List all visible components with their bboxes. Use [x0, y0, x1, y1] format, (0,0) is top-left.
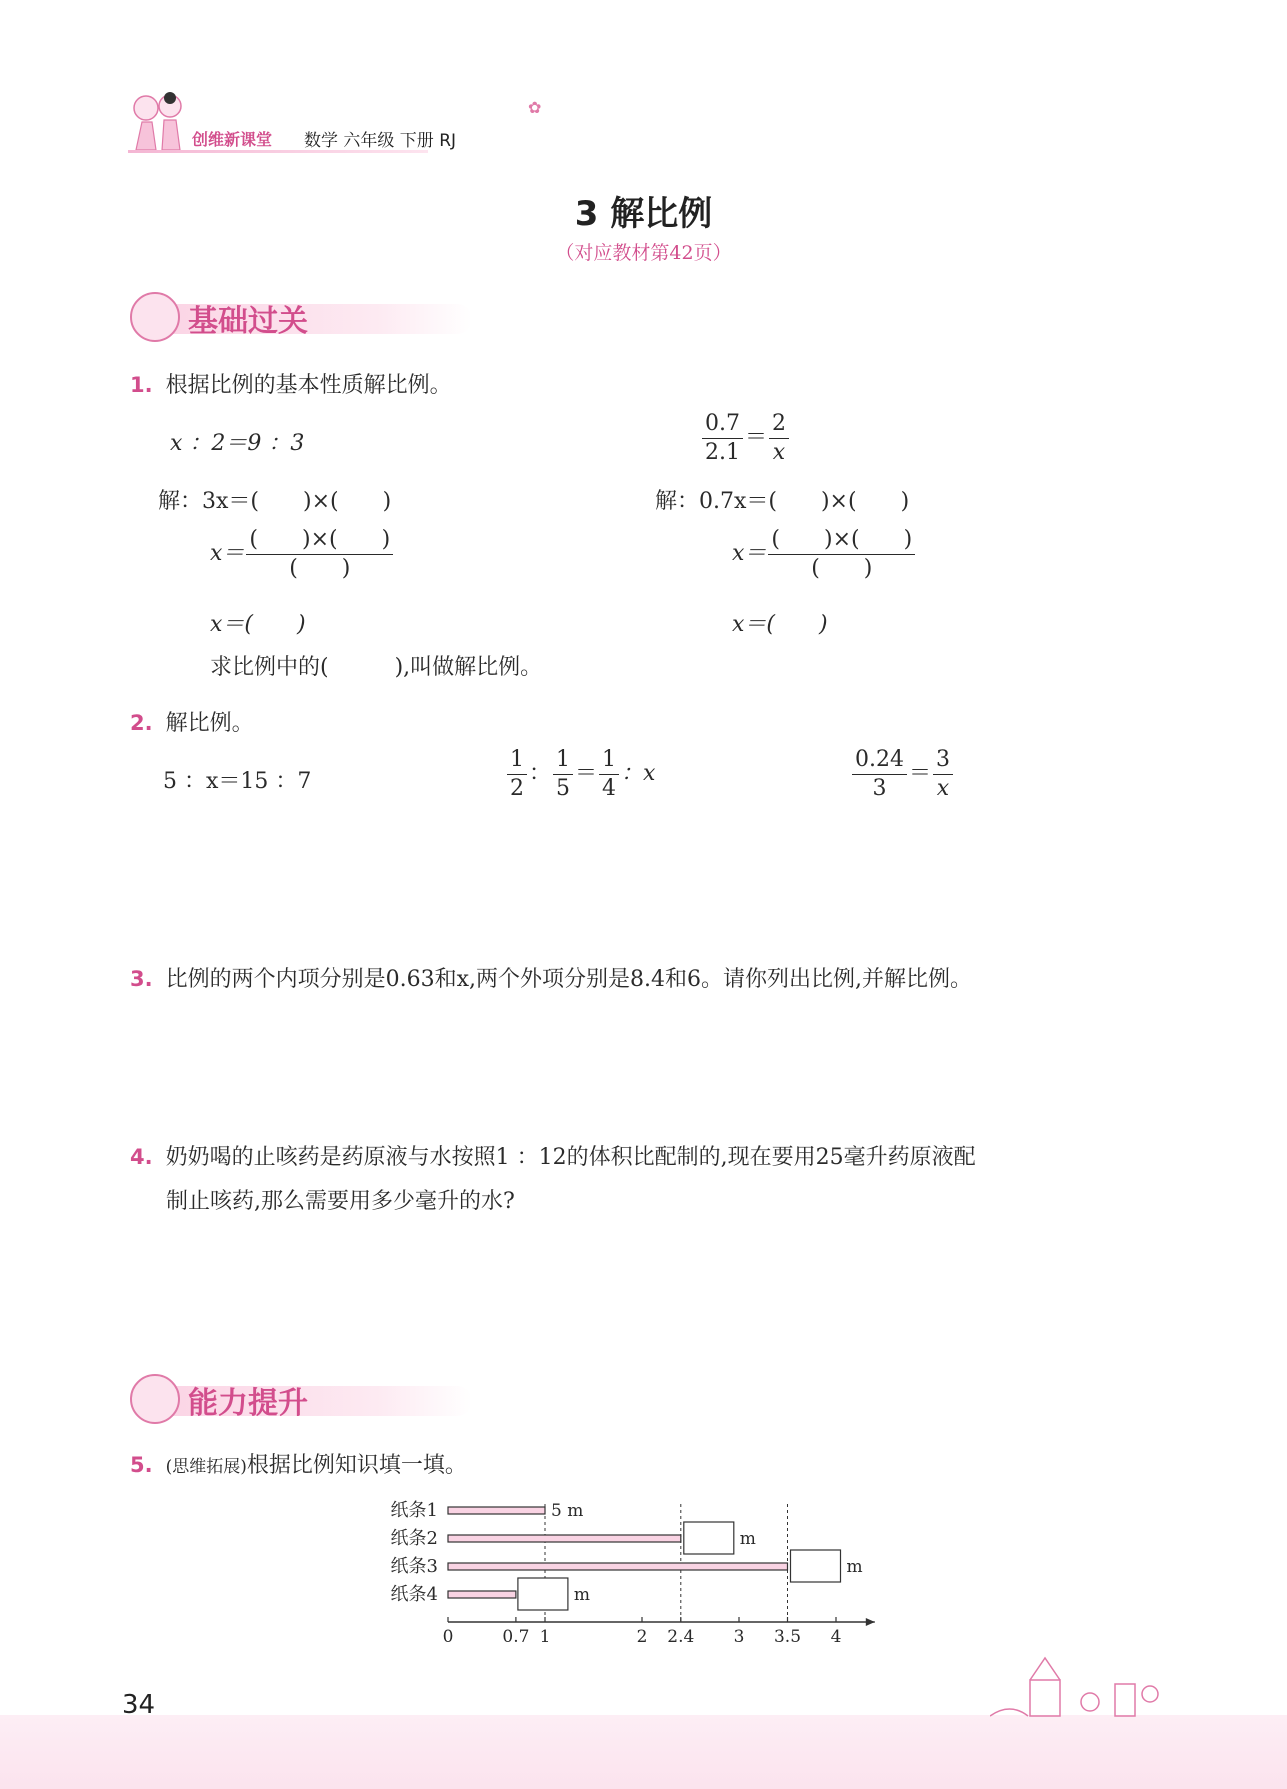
question-5 — [130, 1448, 467, 1479]
fraction-denominator: ( ) — [811, 555, 873, 581]
mascot-icon — [130, 1374, 180, 1424]
strip-unit-label: m — [739, 1529, 756, 1549]
answer-box — [791, 1550, 841, 1582]
fraction-numerator: 3 — [933, 746, 953, 775]
strip-bar — [448, 1563, 788, 1570]
q1-left-step1: 解：3x＝( )×( ) — [158, 489, 392, 514]
question-number: 3. — [130, 967, 153, 991]
question-number: 2. — [130, 711, 153, 735]
q1-left-equation: x ：2＝9 ：3 — [170, 431, 305, 456]
q1-summary: 求比例中的( ),叫做解比例。 — [210, 655, 543, 680]
q1-left-step3: x＝( ) — [210, 612, 306, 637]
mascot-icon — [130, 292, 180, 342]
strip-bar — [448, 1507, 545, 1514]
castle-decoration-icon — [990, 1650, 1160, 1724]
x-tick-label: 0 — [442, 1627, 454, 1647]
q1-left-step2: x＝ $\frac{( )\times( )}{( )}$ — [210, 526, 395, 582]
fraction-denominator: 5 — [556, 775, 571, 801]
fraction-denominator: x — [772, 439, 786, 465]
question-number: 5. — [130, 1453, 153, 1477]
fraction-denominator: 2.1 — [705, 439, 740, 465]
strip-length-label: 5 m — [551, 1501, 584, 1521]
question-number: 1. — [130, 373, 153, 397]
answer-box — [518, 1578, 568, 1610]
q1-right-step3: x＝( ) — [732, 612, 828, 637]
fraction-numerator: 2 — [769, 410, 789, 439]
page-title: 3 解比例 — [574, 194, 713, 234]
q2-part-c: $\frac{0.24}{3}$ ＝ $\frac{3}{x}$ — [850, 746, 955, 802]
x-tick-label: 3.5 — [773, 1627, 802, 1647]
subject-info: 数学 六年级 下册 RJ — [304, 131, 457, 151]
fraction-denominator: 2 — [510, 775, 524, 801]
question-tag: (思维拓展) — [165, 1457, 247, 1477]
fraction-numerator: 1 — [553, 746, 573, 775]
x-tick-label: 0.7 — [502, 1627, 530, 1647]
textbook-reference: （对应教材第42页） — [555, 242, 732, 264]
strip-label: 纸条3 — [390, 1556, 438, 1577]
q2-part-a: 5 ：x＝15 ：7 — [163, 769, 312, 794]
question-number: 4. — [130, 1145, 153, 1169]
fraction-numerator: ( )×( ) — [246, 526, 393, 555]
question-text: 解比例。 — [165, 711, 254, 736]
x-tick-label: 2 — [636, 1627, 648, 1647]
fraction-numerator: 1 — [599, 746, 619, 775]
fraction-denominator: ( ) — [289, 555, 351, 581]
q1-right-step2: x＝ $\frac{( )\times( )}{( )}$ — [732, 526, 917, 582]
question-text: 根据比例的基本性质解比例。 — [165, 373, 452, 398]
strip-unit-label: m — [846, 1557, 863, 1577]
header-mascot — [128, 88, 190, 156]
question-text-line1: 奶奶喝的止咳药是药原液与水按照1 ：12的体积比配制的,现在要用25毫升药原液配 — [165, 1145, 976, 1170]
x-tick-label: 3 — [733, 1627, 745, 1647]
x-tick-label: 1 — [539, 1627, 551, 1647]
q1-right-step1: 解：0.7x＝( )×( ) — [655, 489, 910, 514]
brand-name: 创维新课堂 — [192, 130, 273, 149]
strip-bar — [448, 1591, 516, 1598]
question-text: 比例的两个内项分别是0.63和x,两个外项分别是8.4和6。请你列出比例,并解比例。 — [165, 967, 972, 992]
ratio-tail: ：x — [621, 761, 656, 786]
question-2 — [130, 706, 254, 737]
fraction-numerator: ( )×( ) — [768, 526, 915, 555]
fraction-numerator: 1 — [507, 746, 527, 775]
x-tick-label: 4 — [830, 1627, 842, 1647]
fraction-numerator: 0.24 — [852, 746, 907, 775]
strip-label: 纸条1 — [390, 1500, 438, 1521]
question-4 — [130, 1140, 976, 1171]
section-basic-title: 基础过关 — [188, 304, 308, 339]
strip-unit-label: m — [573, 1585, 591, 1605]
answer-box — [684, 1522, 734, 1554]
q2-part-b: $\frac{1}{2}$ ： $\frac{1}{5}$ ＝ $\frac{1}{4}$ ：x — [505, 746, 655, 802]
question-4-line2: 制止咳药,那么需要用多少毫升的水? — [166, 1189, 515, 1214]
x-axis-arrow — [866, 1618, 875, 1626]
x-tick-label: 2.4 — [667, 1627, 695, 1647]
fraction-denominator: 4 — [602, 775, 617, 801]
question-1 — [130, 368, 452, 399]
footer-band — [0, 1715, 1287, 1789]
fraction-denominator: x — [936, 775, 950, 801]
q1-right-equation: $\frac{0.7}{2.1}$ ＝ $\frac{2}{x}$ — [700, 410, 791, 466]
strip-bar — [448, 1535, 681, 1542]
question-text: 根据比例知识填一填。 — [246, 1453, 467, 1478]
section-basic — [130, 292, 490, 342]
section-advanced-title: 能力提升 — [188, 1386, 308, 1421]
section-advanced — [130, 1374, 490, 1424]
fraction-numerator: 0.7 — [702, 410, 743, 439]
fraction-denominator: 3 — [872, 775, 887, 801]
paper-strip-chart — [360, 1486, 920, 1650]
strip-label: 纸条4 — [390, 1584, 438, 1605]
flower-icon: ✿ — [528, 98, 542, 117]
strip-label: 纸条2 — [390, 1528, 438, 1549]
page-number: 34 — [122, 1690, 156, 1720]
question-3 — [130, 962, 972, 993]
